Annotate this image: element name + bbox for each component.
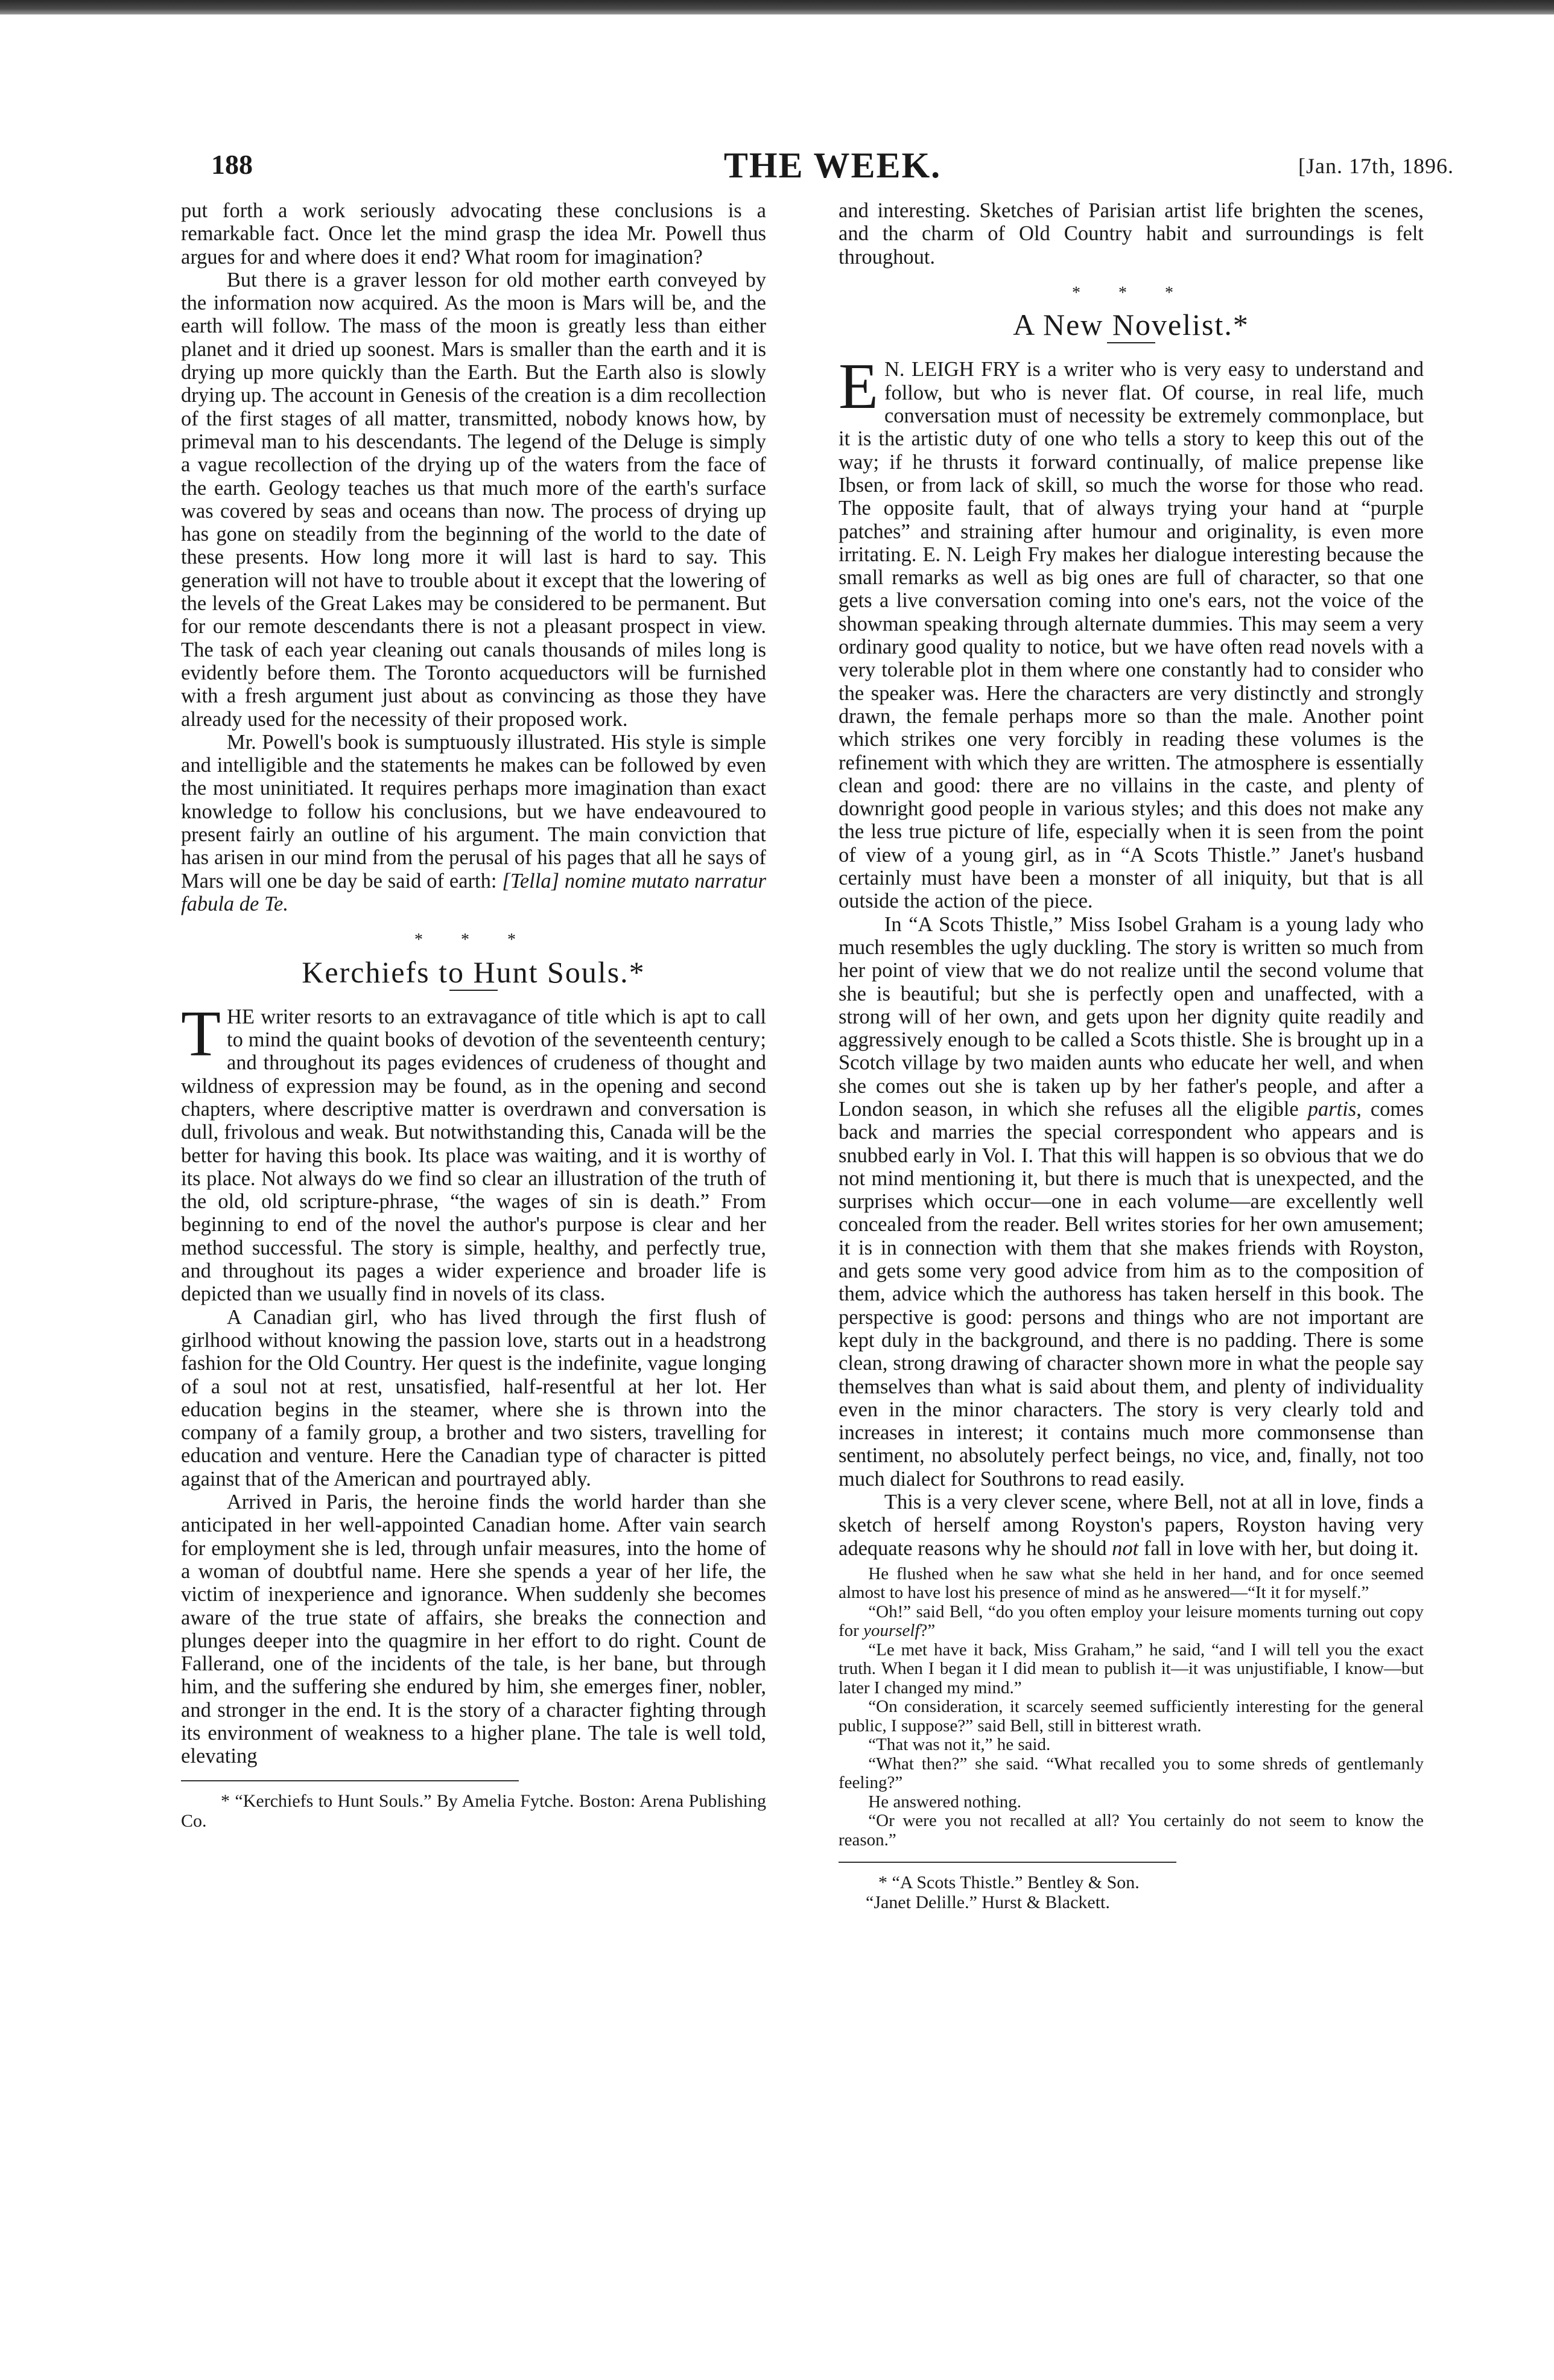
quote-line: “On consideration, it scarcely seemed sufficiently interesting for the general public, I suppose?” said Bell, still in bitterest wrath. — [839, 1697, 1424, 1736]
quote-line: “What then?” she said. “What recalled you to some shreds of gentlemanly feeling?” — [839, 1754, 1424, 1793]
page-header — [211, 145, 1454, 193]
quote-line: He flushed when he saw what she held in her hand, and for once seemed almost to have lost his presence of mind as he answered—“It it for myself.” — [839, 1564, 1424, 1603]
kerchiefs-review-paragraph: Arrived in Paris, the heroine finds the world harder than she anticipated in her well-appointed Canadian home. After vain search for employment she is led, through unfair measures, into the home of a woman of doubtful name. Here she spends a year of her life, the victim of inexperience and ignorance. When suddenly she becomes aware of the true state of affairs, she breaks the connection and plunges deeper into the quagmire in her effort to do right. Count de Fallerand, one of the incidents of the tale, is her bane, but through him, and the suffering she endured by him, she emerges finer, nobler, and stronger in the end. It is the story of a character fighting through its environment of weakness to a higher plane. The tale is well told, elevating — [181, 1491, 766, 1768]
review-heading-kerchiefs: Kerchiefs to Hunt Souls.* — [302, 955, 645, 989]
footnote-rule — [181, 1780, 519, 1781]
quote-text: “Oh!” said Bell, “do you often employ your leisure moments turning out copy for — [839, 1602, 1424, 1641]
scots-thistle-paragraph — [839, 913, 1424, 1491]
left-column — [181, 199, 766, 1831]
quote-line — [839, 1603, 1424, 1641]
kerchiefs-review-opening — [181, 998, 766, 1306]
footnote-rule — [839, 1862, 1176, 1863]
footnote-janet-delille: “Janet Delille.” Hurst & Blackett. — [866, 1892, 1110, 1913]
scots-thistle-text-a: In “A Scots Thistle,” Miss Isobel Graham is a young lady who much resembles the ugly duckling. The story is written so much from her point of view that we do not realize until the second volume that she is beautiful; but she is perfectly open and unaffected, with a strong will of her own, and gets upon her dignity quite readily and aggressively enough to be called a Scots thistle. She is brought up in a Scotch village by two maiden aunts who educate her well, and when she comes out she is taken up by her father's people, and after a London season, in which she refuses all the eligible — [839, 912, 1424, 1121]
mars-article-continuation: put forth a work seriously advocating these conclusions is a remarkable fact. Once let the mind grasp the idea Mr. Powell thus argues for and where does it end? What room for imagination? — [181, 199, 766, 269]
heading-rule — [1107, 342, 1155, 343]
powell-paragraph — [181, 731, 766, 915]
quote-line: “That was not it,” he said. — [868, 1735, 1051, 1755]
novelist-opening-text: N. LEIGH FRY is a writer who is very easy to understand and follow, but who is never flat. Of course, in real life, much conversation must of necessity be extremely commonplace, but it is the artistic duty of one who tells a story to keep this out of the way; if he thrusts it forward continually, of malice prepense like Ibsen, or from lack of skill, so much the worse for those who read. The opposite fault, that of always trying your hand at “purple patches” and straining after humour and originality, is even more irritating. E. N. Leigh Fry makes her dialogue interesting because the small remarks as well as big ones are full of character, so that one gets a live conversation coming into one's ears, not the voice of the showman speaking through alternate dummies. This may seem a very ordinary good quality to notice, but we have often read novels with a very tolerable plot in them where one constantly had to consider who the speaker was. Here the characters are very distinctly and strongly drawn, the female perhaps more so than the male. Another point which strikes one very forcibly in reading these volumes is the refinement with which they are written. The atmosphere is essentially clean and good: there are no villains in the caste, and plenty of downright good people in various styles; and this does not make any the less true picture of life, especially when it is seen from the point of view of a young girl, as in “A Scots Thistle.” Janet's husband certainly must have been a monster of all iniquity, but that is all outside the action of the piece. — [839, 358, 1424, 913]
footnote-kerchiefs: * “Kerchiefs to Hunt Souls.” By Amelia Fytche. Boston: Arena Publishing Co. — [181, 1790, 766, 1831]
footnote-scots-thistle: * “A Scots Thistle.” Bentley & Son. — [878, 1872, 1140, 1893]
section-divider-stars: * * * — [414, 931, 533, 950]
partis-word: partis — [1307, 1097, 1357, 1121]
clever-scene-text-b: fall in love with her, but doing it. — [1138, 1536, 1419, 1560]
drop-cap-letter: T — [181, 998, 221, 1070]
quote-line: “Or were you not recalled at all? You certainly do not seem to know the reason.” — [839, 1811, 1424, 1850]
clever-scene-paragraph — [839, 1491, 1424, 1560]
heading-rule — [449, 990, 498, 991]
kerchiefs-review-paragraph: A Canadian girl, who has lived through the first flush of girlhood without knowing the passion love, starts out in a headstrong fashion for the Old Country. Her quest is the indefinite, vague longing of a soul not at rest, unsatisfied, half-resentful at her lot. Her education begins in the steamer, where she is thrown into the company of a family group, a brother and two sisters, travelling for education and venture. Here the Canadian type of character is pitted against that of the American and pourtrayed ably. — [181, 1305, 766, 1491]
drop-cap-letter: E — [839, 351, 878, 423]
top-edge-rule — [0, 0, 1554, 14]
quote-emphasis: yourself — [863, 1621, 920, 1641]
right-column — [839, 199, 1424, 1912]
quote-text-end: ?” — [919, 1621, 936, 1641]
kerchiefs-review-continuation: and interesting. Sketches of Parisian artist life brighten the scenes, and the charm of Old Country habit and surroundings is felt throughout. — [839, 199, 1424, 269]
masthead-title: THE WEEK. — [723, 145, 942, 185]
review-heading-new-novelist: A New Novelist.* — [1013, 308, 1249, 342]
scots-thistle-text-b: , comes back and marries the special correspondent who appears and is snubbed early in Vol. I. That this will happen is so obvious that we do not mind mentioning it, but there is much that is unexpected, and the surprises which occur—one in each volume—are excellently well concealed from the reader. Bell writes stories for her own amusement; it is in connection with them that she makes friends with Royston, and gets some very good advice from him as to the composition of them, advice which the authoress has taken herself in this book. The perspective is good: persons and things who are not important are kept duly in the background, and there is no padding. There is some clean, strong drawing of character shown more in what the people say themselves than what is said about them, and plenty of individuality even in the minor characters. The story is very clearly told and increases in interest; it contains much more commonsense than sentiment, no absolutely perfect beings, no vice, and, finally, not too much dialect for Southrons to read easily. — [839, 1097, 1424, 1491]
latin-quotation: [Tella] nomine mutato narratur fabula de Te. — [181, 869, 766, 915]
issue-date: [Jan. 17th, 1896. — [1298, 154, 1454, 178]
powell-paragraph-text: Mr. Powell's book is sumptuously illustrated. His style is simple and intelligible and the statements he makes can be followed by even the most uninitiated. It requires perhaps more imagination than exact knowledge to follow his conclusions, but we have endeavoured to present fairly an outline of his argument. The main conviction that has arisen in our mind from the perusal of his pages that all he says of Mars will one be day be said of earth: — [181, 730, 766, 892]
quoted-excerpt — [839, 1565, 1424, 1850]
novelist-review-opening — [839, 351, 1424, 913]
kerchiefs-opening-text: HE writer resorts to an extravagance of title which is apt to call to mind the quaint books of devotion of the seventeenth century; and throughout its pages evidences of crudeness of thought and wildness of expression may be found, as in the opening and second chapters, where descriptive matter is overdrawn and conversation is dull, frivolous and weak. But notwithstanding this, Canada will be the better for having this book. Its place was waiting, and it is worthy of its place. Not always do we find so clear an illustration of the truth of the old, old scripture-phrase, “the wages of sin is death.” From beginning to end of the novel the author's purpose is clear and her method successful. The story is simple, healthy, and perfectly true, and throughout its pages a wider experience and broader life is depicted than we usually find in novels of its class. — [181, 1005, 766, 1306]
quote-line: He answered nothing. — [868, 1792, 1021, 1812]
clever-scene-text-a: This is a very clever scene, where Bell, not at all in love, finds a sketch of herself among Royston's papers, Royston having very adequate reasons why he should — [839, 1491, 1424, 1560]
mars-article-paragraph: But there is a graver lesson for old mother earth conveyed by the information now acquired. As the moon is Mars will be, and the earth will follow. The mass of the moon is greatly less than either planet and it dried up soonest. Mars is smaller than the earth and it is drying up more quickly than the Earth. But the Earth also is slowly drying up. The account in Genesis of the creation is a dim recollection of the first stages of all matter, transmitted, nobody knows how, by primeval man to his descendants. The legend of the Deluge is simply a vague recollection of the drying up of the waters from the face of the earth. Geology teaches us that much more of the earth's surface was covered by seas and oceans than now. The process of drying up has gone on steadily from the beginning of the world to the date of these presents. How long more it will last is hard to say. This generation will not have to trouble about it except that the lowering of the levels of the Great Lakes may be considered to be permanent. But for our remote descendants there is not a pleasant prospect in view. The task of each year cleaning out canals thousands of miles long is evidently before them. The Toronto acqueductors will be furnished with a fresh argument just about as convincing as those they have already used for the necessity of their proposed work. — [181, 268, 766, 731]
section-divider-stars: * * * — [1072, 283, 1190, 302]
page-number: 188 — [211, 149, 253, 180]
quote-line: “Le met have it back, Miss Graham,” he said, “and I will tell you the exact truth. When I began it I did mean to publish it—it was unjustifiable, I know—but later I changed my mind.” — [839, 1640, 1424, 1698]
emphasis-not: not — [1112, 1536, 1139, 1560]
